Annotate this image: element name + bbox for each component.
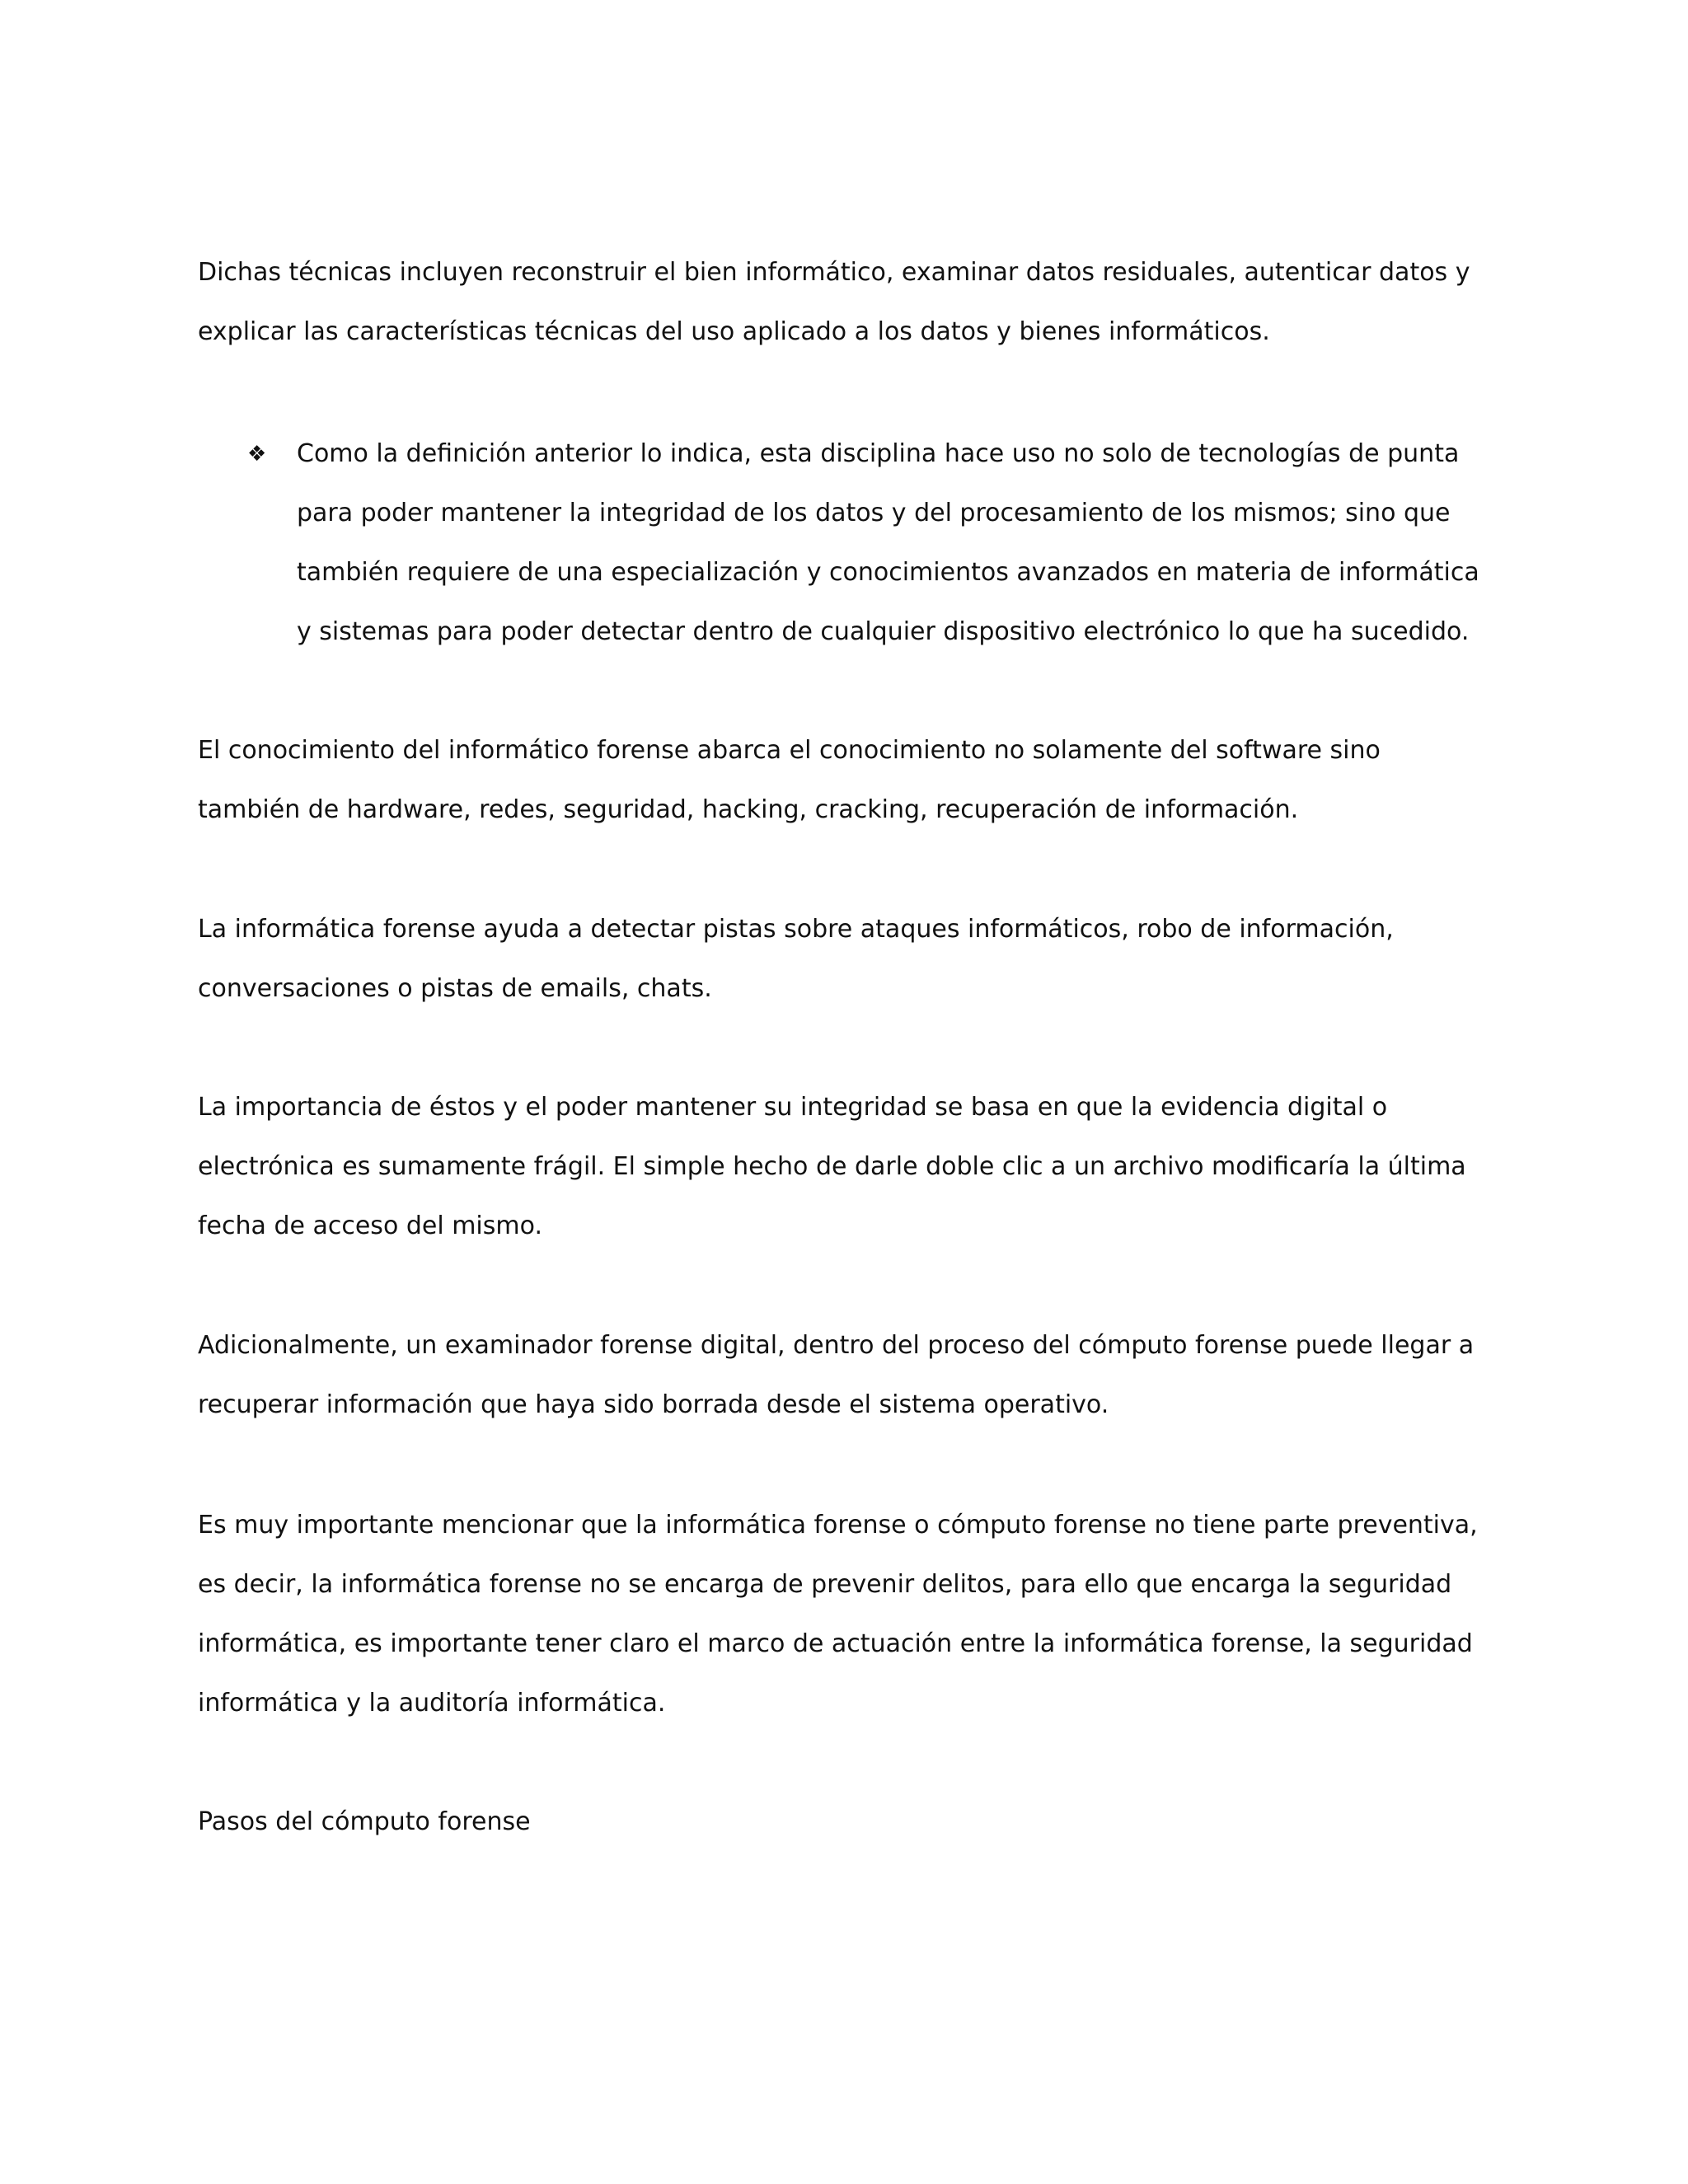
paragraph-preventiva: Es muy importante mencionar que la informática forense o cómputo forense no tiene parte preventiva, es decir, la informática forense no se encarga de prevenir delitos, para ello que encarga la seguridad informática, es importante tener claro el marco de actuación entre la informática forense, la seguridad informática y la auditoría informática. xyxy=(198,1511,1478,1718)
section-heading: Pasos del cómputo forense xyxy=(198,1807,531,1836)
paragraph-tecnicas: Dichas técnicas incluyen reconstruir el bien informático, examinar datos residuales, autenticar datos y explicar las características técnicas del uso aplicado a los datos y bienes informáticos. xyxy=(198,258,1470,346)
diamond-bullet-icon: ❖ xyxy=(247,442,267,466)
bullet-text: Como la definición anterior lo indica, esta disciplina hace uso no solo de tecnologías de punta para poder mantener la integridad de los datos y del procesamiento de los mismos; sino que también requiere de una especialización y conocimientos avanzados en materia de informática y sistemas para poder detectar dentro de cualquier dispositivo electrónico lo que ha sucedido. xyxy=(297,439,1479,646)
paragraph-pistas: La informática forense ayuda a detectar pistas sobre ataques informáticos, robo de información, conversaciones o pistas de emails, chats. xyxy=(198,915,1394,1003)
paragraph-conocimiento: El conocimiento del informático forense abarca el conocimiento no solamente del software sino también de hardware, redes, seguridad, hacking, cracking, recuperación de información. xyxy=(198,736,1381,824)
paragraph-adicionalmente: Adicionalmente, un examinador forense digital, dentro del proceso del cómputo forense puede llegar a recuperar información que haya sido borrada desde el sistema operativo. xyxy=(198,1331,1475,1419)
paragraph-importancia: La importancia de éstos y el poder mantener su integridad se basa en que la evidencia digital o electrónica es sumamente frágil. El simple hecho de darle doble clic a un archivo modificaría la última fecha de acceso del mismo. xyxy=(198,1093,1466,1240)
